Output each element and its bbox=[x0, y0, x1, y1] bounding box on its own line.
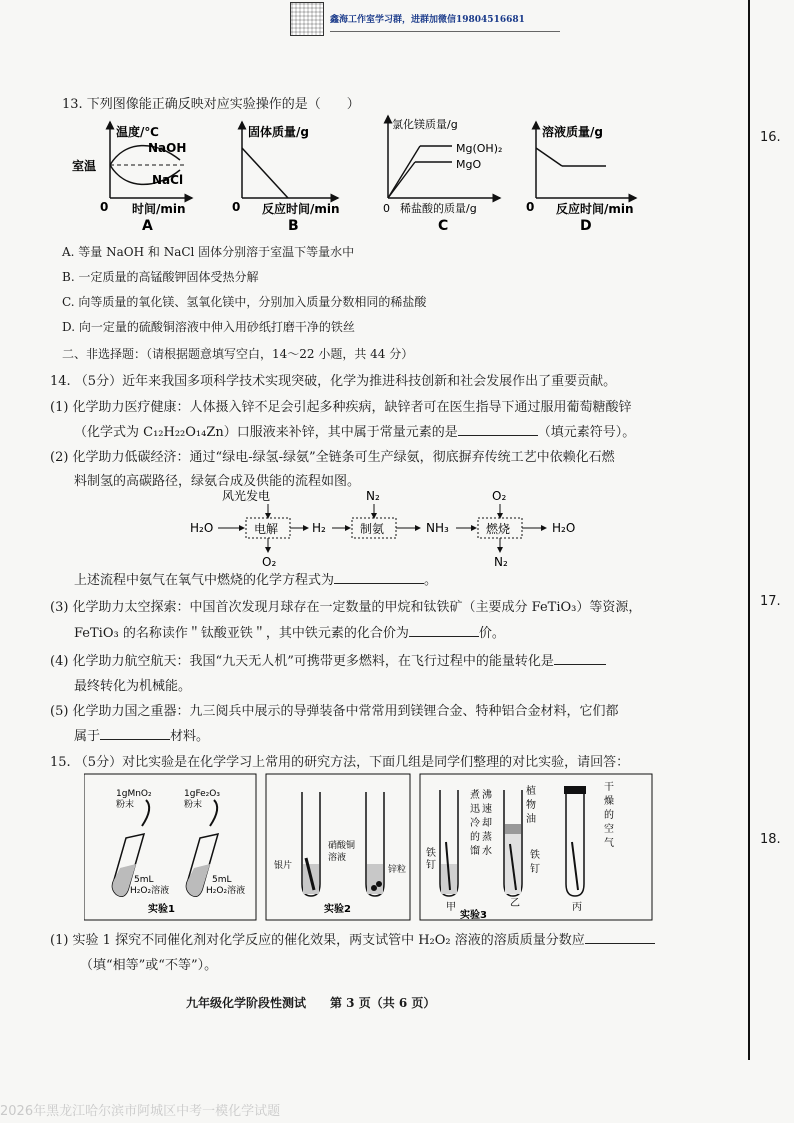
svg-text:干: 干 bbox=[604, 782, 614, 793]
graph-a-nacl: NaCl bbox=[152, 173, 184, 187]
flow-h2o-out: H₂O bbox=[552, 521, 576, 535]
svg-text:冷: 冷 bbox=[470, 818, 480, 829]
experiment-3 bbox=[420, 774, 652, 921]
exp3-caption: 实验3 bbox=[460, 910, 487, 921]
exp3-nail-b2: 钉 bbox=[530, 864, 540, 875]
experiment-1 bbox=[84, 774, 256, 920]
exp3-oil-label bbox=[526, 784, 536, 825]
svg-text:空: 空 bbox=[604, 824, 614, 835]
svg-text:燥: 燥 bbox=[604, 796, 614, 807]
exp3-boiled-water-label bbox=[470, 788, 492, 857]
graph-d-origin: 0 bbox=[526, 200, 535, 214]
exp3-label-yi: 乙 bbox=[510, 898, 520, 909]
q14-p3-line1: (3) 化学助力太空探索：中国首次发现月球存在一定数量的甲烷和钛铁矿（主要成分 FeTiO₃）等资源， bbox=[50, 600, 642, 615]
q14-p5-line1: (5) 化学助力国之重器：九三阅兵中展示的导弹装备中常常用到镁锂合金、特种铝合金材料，它们都 bbox=[50, 704, 619, 719]
q14-p2-line3: 上述流程中氨气在氧气中燃烧的化学方程式为 。 bbox=[74, 573, 438, 588]
flow-n2-in: N₂ bbox=[366, 489, 380, 503]
section-2-heading: 二、非选择题：（请根据题意填写空白，14～22 小题，共 44 分） bbox=[62, 347, 414, 361]
graph-a-room-label: 室温 bbox=[72, 159, 97, 173]
exp1-left-sol: H₂O₂溶液 bbox=[130, 886, 170, 896]
flow-h2o-in: H₂O bbox=[190, 521, 214, 535]
exp2-zinc: 锌粒 bbox=[388, 865, 407, 875]
graph-a-naoh: NaOH bbox=[148, 141, 187, 155]
margin-number-18: 18. bbox=[760, 832, 781, 847]
flow-o2-in: O₂ bbox=[492, 489, 507, 503]
answer-blank[interactable] bbox=[334, 571, 424, 584]
graph-b-xlabel: 反应时间/min bbox=[262, 202, 340, 216]
graph-d-letter: D bbox=[580, 218, 592, 234]
svg-text:沸: 沸 bbox=[482, 790, 492, 801]
flow-box-electrolysis: 电解 bbox=[254, 522, 279, 536]
q15-stem: 15. （5分）对比实验是在化学学习上常用的研究方法，下面几组是同学们整理的对比实验，请回答： bbox=[50, 755, 630, 770]
q14-p4-line1: (4) 化学助力航空航天：我国“九天无人机”可携带更多燃料，在飞行过程中的能量转化是 bbox=[50, 650, 606, 669]
exp3-label-bing: 丙 bbox=[572, 902, 582, 913]
watermark-footer: 2026年黑龙江哈尔滨市阿城区中考一模化学试题 bbox=[0, 1104, 281, 1119]
exp3-tube-bing bbox=[566, 794, 584, 896]
graph-a-xlabel: 时间/min bbox=[132, 202, 186, 216]
graph-a-origin: 0 bbox=[100, 200, 109, 214]
q15-p1-line1: (1) 实验 1 探究不同催化剂对化学反应的催化效果，两支试管中 H₂O₂ 溶液的溶质质量分数应 bbox=[50, 929, 655, 948]
exp1-right-label2: 粉末 bbox=[184, 800, 203, 810]
answer-blank[interactable] bbox=[100, 727, 170, 740]
svg-text:的: 的 bbox=[470, 832, 480, 843]
svg-text:馏: 馏 bbox=[470, 846, 480, 857]
exp1-left-label2: 粉末 bbox=[116, 800, 135, 810]
answer-blank[interactable] bbox=[409, 624, 479, 637]
exp2-caption: 实验2 bbox=[324, 904, 351, 915]
svg-text:煮: 煮 bbox=[470, 790, 480, 801]
header-banner: 鑫海工作室学习群，进群加微信19804516681 bbox=[330, 15, 525, 25]
answer-blank[interactable] bbox=[585, 931, 655, 944]
exp2-solution1: 硝酸铜 bbox=[328, 841, 356, 851]
graph-c-letter: C bbox=[438, 218, 449, 234]
graph-d-xlabel: 反应时间/min bbox=[556, 202, 634, 216]
flow-nh3: NH₃ bbox=[426, 521, 449, 535]
q13-graphs bbox=[70, 112, 670, 234]
flow-n2-out: N₂ bbox=[494, 555, 508, 569]
q14-p3-line2: FeTiO₃ 的名称读作＂钛酸亚铁＂，其中铁元素的化合价为 价。 bbox=[74, 626, 505, 641]
q14-p4-line2: 最终转化为机械能。 bbox=[74, 679, 192, 694]
q13-option-a: A. 等量 NaOH 和 NaCl 固体分别溶于室温下等量水中 bbox=[62, 245, 355, 259]
svg-text:的: 的 bbox=[604, 810, 614, 821]
answer-blank[interactable] bbox=[458, 423, 538, 436]
exp1-left-label1: 1gMnO₂ bbox=[116, 789, 152, 799]
svg-text:却: 却 bbox=[482, 818, 492, 829]
exp2-silver: 银片 bbox=[274, 861, 293, 871]
svg-text:水: 水 bbox=[482, 846, 492, 857]
graph-a-ylabel: 温度/℃ bbox=[116, 125, 159, 139]
margin-number-16: 16. bbox=[760, 130, 781, 145]
svg-text:蒸: 蒸 bbox=[482, 832, 492, 843]
svg-text:植: 植 bbox=[526, 786, 536, 797]
graph-c-origin: 0 bbox=[383, 202, 390, 215]
svg-text:油: 油 bbox=[526, 814, 536, 825]
graph-b-letter: B bbox=[288, 218, 299, 234]
graph-b-ylabel: 固体质量/g bbox=[248, 125, 309, 139]
exp3-dry-air-label bbox=[604, 781, 614, 849]
header-rule bbox=[330, 31, 560, 32]
right-column-divider bbox=[748, 0, 750, 1060]
graph-c-ylabel: 氯化镁质量/g bbox=[392, 118, 458, 131]
flow-power-label: 风光发电 bbox=[222, 489, 271, 503]
q14-p1-line2: （化学式为 C₁₂H₂₂O₁₄Zn）口服液来补锌，其中属于常量元素的是 （填元素符号）。 bbox=[74, 425, 636, 440]
qr-code bbox=[290, 2, 324, 36]
exp1-caption: 实验1 bbox=[148, 904, 175, 915]
graph-d bbox=[526, 122, 636, 234]
exp1-right-label1: 1gFe₂O₃ bbox=[184, 789, 220, 799]
graph-c bbox=[383, 116, 502, 234]
svg-text:气: 气 bbox=[604, 838, 614, 849]
exp3-label-jia: 甲 bbox=[446, 902, 456, 913]
svg-text:物: 物 bbox=[526, 800, 536, 811]
experiment-2 bbox=[266, 774, 410, 920]
svg-text:迅: 迅 bbox=[470, 804, 480, 815]
flow-box-combustion: 燃烧 bbox=[486, 522, 511, 536]
q13-stem: 13. 下列图像能正确反映对应实验操作的是（ ） bbox=[62, 97, 360, 112]
graph-d-ylabel: 溶液质量/g bbox=[542, 125, 603, 139]
graph-b-origin: 0 bbox=[232, 200, 241, 214]
q13-option-c: C. 向等质量的氧化镁、氢氧化镁中，分别加入质量分数相同的稀盐酸 bbox=[62, 295, 427, 309]
q14-flow-diagram bbox=[180, 486, 600, 574]
flow-o2-out: O₂ bbox=[262, 555, 277, 569]
exp1-left-vol: 5mL bbox=[134, 875, 154, 885]
graph-c-xlabel: 稀盐酸的质量/g bbox=[400, 202, 477, 215]
q14-p2-line1: (2) 化学助力低碳经济：通过“绿电-绿氢-绿氨”全链条可生产绿氨，彻底摒弃传统工艺中依赖化石燃 bbox=[50, 450, 615, 465]
graph-b bbox=[232, 122, 340, 234]
q15-p1-line2: （填“相等”或“不等”）。 bbox=[80, 958, 218, 973]
q15-experiment-figures bbox=[84, 772, 654, 922]
graph-c-series1: Mg(OH)₂ bbox=[456, 142, 503, 155]
graph-a bbox=[72, 122, 192, 234]
page-footer: 九年级化学阶段性测试 第 3 页（共 6 页） bbox=[186, 996, 436, 1010]
exp1-right-sol: H₂O₂溶液 bbox=[206, 886, 246, 896]
q13-option-b: B. 一定质量的高锰酸钾固体受热分解 bbox=[62, 270, 259, 284]
q14-p2-line2: 料制氢的高碳路径，绿氨合成及供能的流程如图。 bbox=[74, 474, 361, 489]
exp3-nail-b1: 铁 bbox=[530, 850, 540, 861]
page-header bbox=[290, 0, 550, 40]
graph-a-letter: A bbox=[142, 218, 153, 234]
svg-text:速: 速 bbox=[482, 804, 492, 815]
q13-option-d: D. 向一定量的硫酸铜溶液中伸入用砂纸打磨干净的铁丝 bbox=[62, 320, 355, 334]
exp2-solution2: 溶液 bbox=[328, 853, 347, 863]
flow-box-ammonia: 制氨 bbox=[360, 522, 385, 536]
exp3-nail-a1: 铁 bbox=[426, 848, 436, 859]
q14-stem: 14. （5分）近年来我国多项科学技术实现突破，化学为推进科技创新和社会发展作出了重要贡献。 bbox=[50, 374, 617, 389]
q14-p5-line2: 属于 材料。 bbox=[74, 729, 210, 744]
margin-number-17: 17. bbox=[760, 594, 781, 609]
answer-blank[interactable] bbox=[554, 652, 606, 665]
flow-h2: H₂ bbox=[312, 521, 326, 535]
exp1-right-vol: 5mL bbox=[212, 875, 232, 885]
graph-c-series2: MgO bbox=[456, 158, 482, 171]
exp3-nail-a2: 钉 bbox=[426, 860, 436, 871]
q14-p1-line1: (1) 化学助力医疗健康：人体摄入锌不足会引起多种疾病，缺锌者可在医生指导下通过服用葡萄糖酸锌 bbox=[50, 400, 632, 415]
